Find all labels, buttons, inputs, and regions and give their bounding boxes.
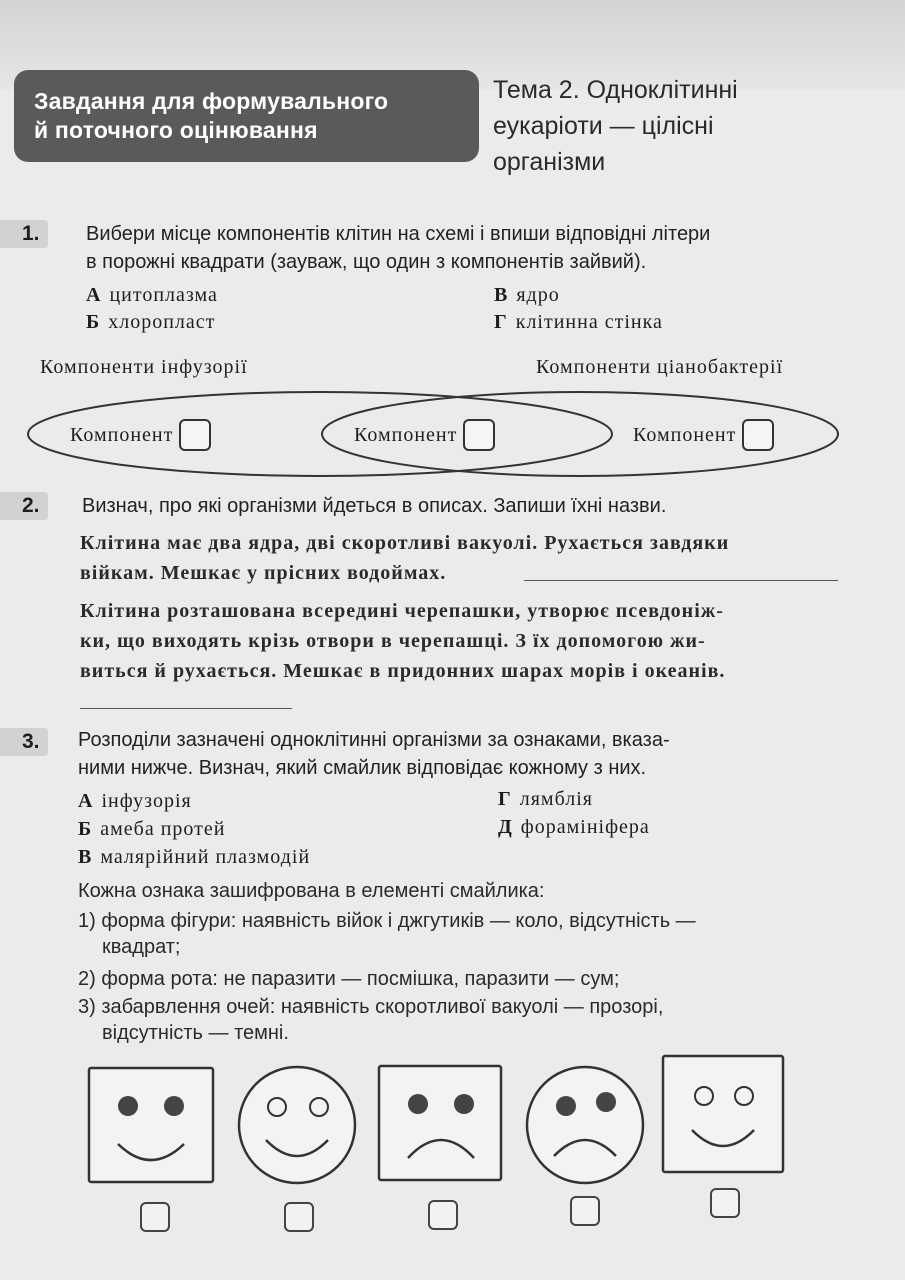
option-text: форамініфера: [520, 816, 650, 838]
rule3-line1: 3) забарвлення очей: наявність скоротливої вакуолі — прозорі,: [78, 996, 664, 1018]
option-letter: А: [78, 790, 94, 812]
option-text: інфузорія: [101, 790, 192, 812]
option-text: малярійний плазмодій: [100, 846, 311, 868]
task2-instructions: Визнач, про які організми йдеться в описах. Запиши їхні назви.: [82, 495, 667, 517]
desc2-line3: виться й рухається. Мешкає в придонних шарах морів і океанів.: [80, 660, 726, 682]
component-label: Компонент: [354, 423, 458, 446]
task2-description-2: [80, 596, 860, 686]
answer-square-middle[interactable]: [463, 419, 495, 451]
option-text: лямблія: [519, 788, 593, 810]
component-label: Компонент: [70, 423, 174, 446]
answer-line-2[interactable]: [80, 708, 292, 709]
topic-line1: Тема 2. Одноклітинні: [493, 76, 738, 104]
option-letter: Б: [78, 818, 93, 840]
smiley-1-square-smile-dark-eyes: [86, 1064, 218, 1186]
desc2-line2: ки, що виходять крізь отвори в черепашці. З їх допомогою жи-: [80, 630, 706, 652]
desc1-line1: Клітина має два ядра, дві скоротливі вакуолі. Рухається завдяки: [80, 532, 730, 554]
rule1-line2: квадрат;: [102, 936, 181, 958]
header-label-line1: Завдання для формувального: [34, 88, 389, 114]
topic-line3: організми: [493, 148, 606, 176]
task1-option-a: [86, 284, 218, 307]
smiley-4-answer-box[interactable]: [570, 1196, 600, 1226]
rule1-line1: 1) форма фігури: наявність війок і джгутиків — коло, відсутність —: [78, 910, 696, 932]
option-text: клітинна стінка: [515, 311, 663, 333]
task3-text-line1: Розподіли зазначені одноклітинні організми за ознаками, вказа-: [78, 729, 670, 751]
option-text: амеба протей: [100, 818, 226, 840]
answer-square-left[interactable]: [179, 419, 211, 451]
venn-component-left: [70, 419, 211, 451]
task1-option-g: [494, 311, 663, 334]
smiley-5-answer-box[interactable]: [710, 1188, 740, 1218]
smiley-2-answer-box[interactable]: [284, 1202, 314, 1232]
task2-number: 2.: [0, 492, 48, 520]
desc1-line2: війкам. Мешкає у прісних водоймах.: [80, 562, 447, 584]
venn-right-caption: Компоненти ціанобактерії: [536, 356, 784, 378]
smiley-3-answer-box[interactable]: [428, 1200, 458, 1230]
venn-component-right: [633, 419, 774, 451]
option-letter: А: [86, 284, 102, 306]
task3-option-a: [78, 790, 192, 813]
task2-description-1: [80, 528, 860, 588]
smiley-1-answer-box[interactable]: [140, 1202, 170, 1232]
topic-title: [493, 72, 873, 180]
smiley-2-circle-smile-clear-eyes: [234, 1062, 360, 1188]
topic-line2: еукаріоти — цілісні: [493, 112, 714, 140]
rule3-line2: відсутність — темні.: [102, 1022, 289, 1044]
option-text: цитоплазма: [109, 284, 218, 306]
option-letter: Г: [494, 311, 508, 333]
option-letter: Г: [498, 788, 512, 810]
task1-instructions: [86, 220, 886, 276]
task3-option-b: [78, 818, 225, 841]
section-header-label: [34, 87, 474, 145]
smiley-5-square-smile-clear-eyes: [660, 1052, 788, 1176]
task1-option-v: [494, 284, 560, 307]
task3-option-g: [498, 788, 593, 811]
task1-number: 1.: [0, 220, 48, 248]
option-letter: Д: [498, 816, 513, 838]
answer-square-right[interactable]: [742, 419, 774, 451]
option-letter: В: [494, 284, 509, 306]
task1-text-line2: в порожні квадрати (зауваж, що один з компонентів зайвий).: [86, 251, 647, 273]
answer-line-1[interactable]: [524, 580, 838, 581]
component-label: Компонент: [633, 423, 737, 446]
smiley-4-circle-sad-dark-eyes: [522, 1062, 648, 1188]
venn-left-caption: Компоненти інфузорії: [40, 356, 248, 378]
smiley-3-square-sad-dark-eyes: [376, 1062, 506, 1184]
task3-rule2: 2) форма рота: не паразити — посмішка, паразити — сум;: [78, 968, 620, 990]
task3-rule1: [78, 908, 858, 960]
section-header-box: [14, 70, 479, 162]
task1-option-b: [86, 311, 215, 334]
task3-option-v: [78, 846, 310, 869]
option-letter: В: [78, 846, 93, 868]
task3-intro: Кожна ознака зашифрована в елементі смайлика:: [78, 880, 545, 902]
desc2-line1: Клітина розташована всередині черепашки, утворює псевдоніж-: [80, 600, 724, 622]
option-letter: Б: [86, 311, 101, 333]
option-text: ядро: [516, 284, 560, 306]
task3-text-line2: ними нижче. Визнач, який смайлик відповідає кожному з них.: [78, 757, 647, 779]
task3-option-d: [498, 816, 650, 839]
task3-rule3: [78, 994, 858, 1046]
venn-component-middle: [354, 419, 495, 451]
task3-number: 3.: [0, 728, 48, 756]
option-text: хлоропласт: [108, 311, 216, 333]
task3-instructions: [78, 726, 878, 782]
header-label-line2: й поточного оцінювання: [34, 117, 318, 143]
task1-text-line1: Вибери місце компонентів клітин на схемі і впиши відповідні літери: [86, 223, 711, 245]
